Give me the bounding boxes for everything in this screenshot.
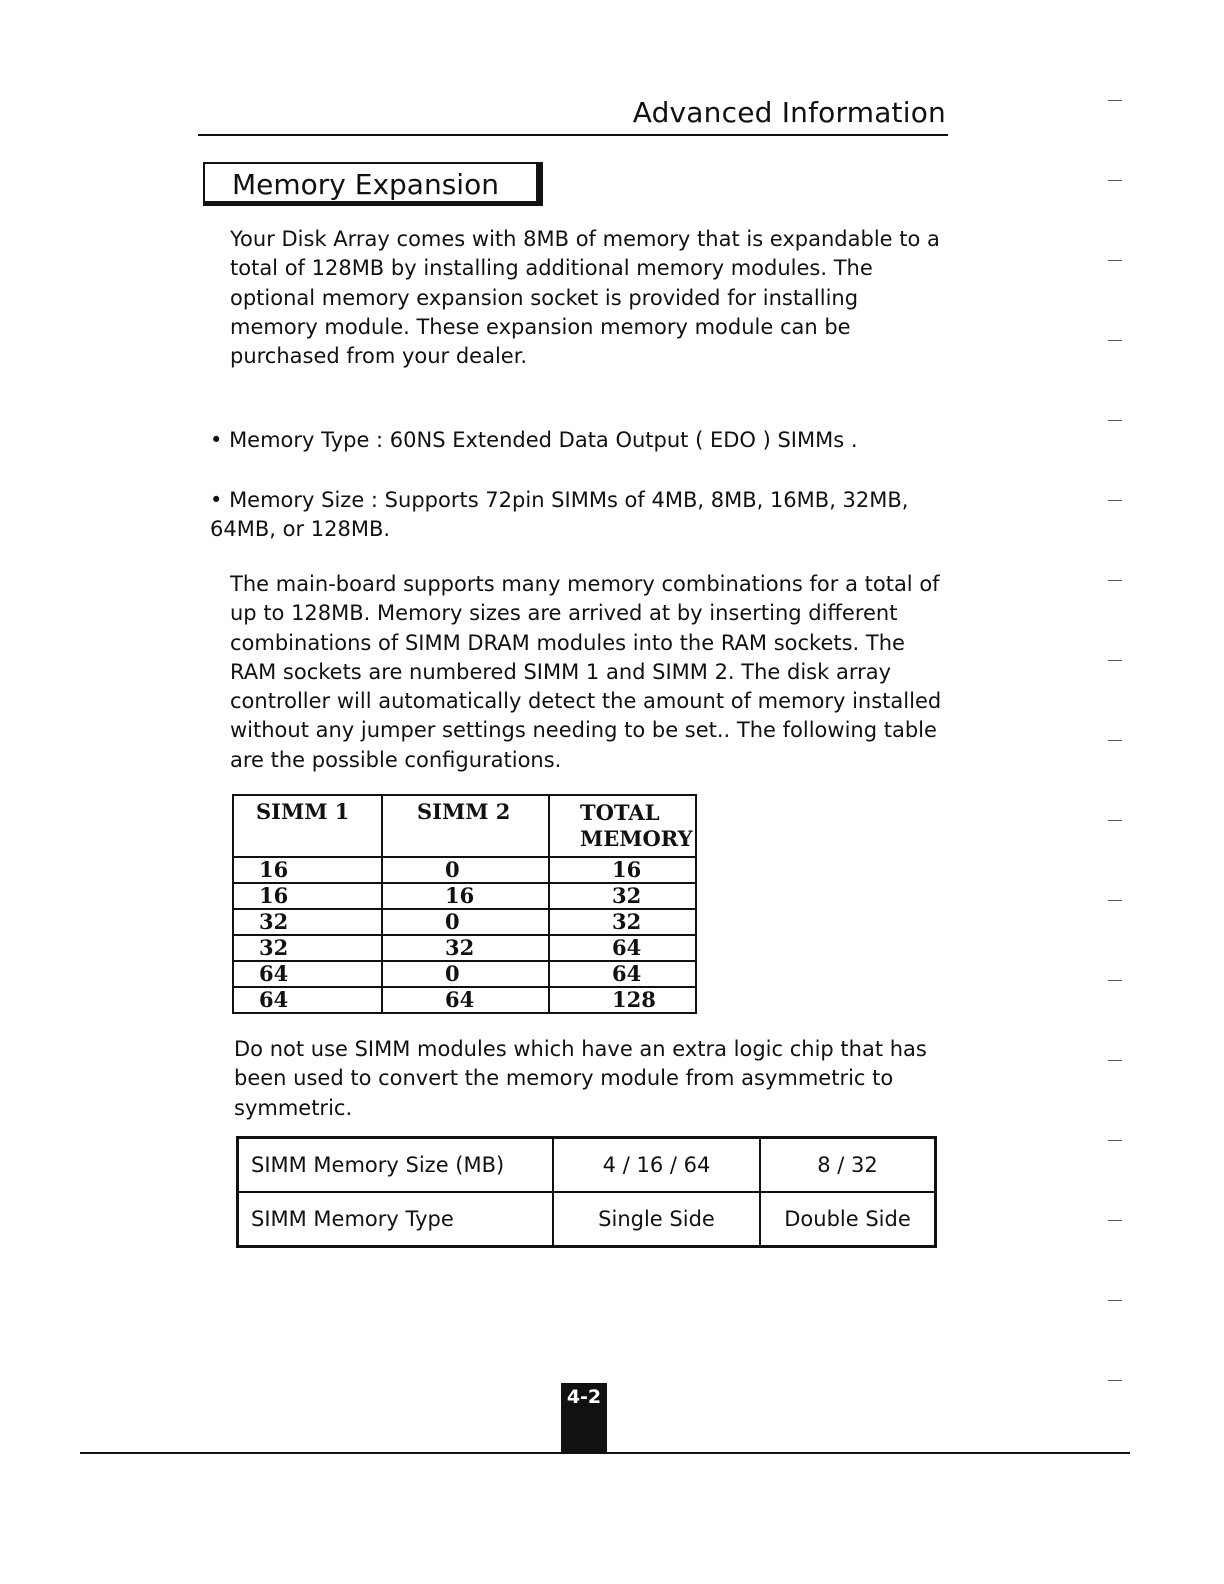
cell-simm2: 32	[382, 935, 549, 961]
margin-mark	[1108, 980, 1122, 981]
simm-type-table	[236, 1136, 937, 1248]
cell-simm1: 32	[233, 935, 382, 961]
margin-mark	[1108, 340, 1122, 341]
margin-mark	[1108, 500, 1122, 501]
margin-mark	[1108, 1380, 1122, 1381]
margin-mark	[1108, 1140, 1122, 1141]
table-row	[233, 909, 696, 935]
table-row	[233, 987, 696, 1013]
footer-divider	[80, 1452, 1130, 1454]
header-divider	[198, 134, 948, 136]
margin-mark	[1108, 740, 1122, 741]
table-row	[233, 883, 696, 909]
header-simm1: SIMM 1	[233, 795, 382, 857]
table-row	[233, 961, 696, 987]
bullet-memory-type	[210, 428, 858, 452]
margin-mark	[1108, 420, 1122, 421]
margin-mark	[1108, 900, 1122, 901]
cell-simm1: 64	[233, 987, 382, 1013]
cell-simm2: 16	[382, 883, 549, 909]
cell-simm2: 0	[382, 857, 549, 883]
bullet-memory-size	[210, 486, 950, 544]
table-row	[233, 935, 696, 961]
margin-mark	[1108, 1060, 1122, 1061]
header-total-memory: TOTAL MEMORY	[549, 795, 696, 857]
table-row	[233, 857, 696, 883]
margin-mark	[1108, 820, 1122, 821]
margin-mark	[1108, 100, 1122, 101]
section-title: Memory Expansion	[232, 168, 499, 201]
cell-simm2: 64	[382, 987, 549, 1013]
cell-total: 32	[549, 883, 696, 909]
cell-double-side-sizes: 8 / 32	[760, 1138, 936, 1193]
bullet-text: Memory Type : 60NS Extended Data Output ( EDO ) SIMMs .	[229, 428, 858, 452]
bullet-text: Memory Size : Supports 72pin SIMMs of 4MB, 8MB, 16MB, 32MB, 64MB, or 128MB.	[210, 488, 909, 541]
table-row	[238, 1192, 936, 1247]
cell-simm1: 32	[233, 909, 382, 935]
cell-simm1: 16	[233, 883, 382, 909]
cell-total: 64	[549, 935, 696, 961]
cell-total: 64	[549, 961, 696, 987]
margin-mark	[1108, 580, 1122, 581]
margin-mark	[1108, 1220, 1122, 1221]
memory-configuration-table	[232, 794, 697, 1014]
description-paragraph: The main-board supports many memory combinations for a total of up to 128MB. Memory sizes are arrived at by inserting different combinations of SIMM DRAM modules into the RAM sockets. The RAM sockets are numbered SIMM 1 and SIMM 2. The disk array controller will automatically detect the amount of memory installed without any jumper settings needing to be set.. The following table are the possible configurations.	[230, 572, 942, 772]
cell-single-side: Single Side	[553, 1192, 760, 1247]
margin-mark	[1108, 660, 1122, 661]
cell-single-side-sizes: 4 / 16 / 64	[553, 1138, 760, 1193]
bullet-icon: •	[210, 488, 230, 512]
table-header-row	[233, 795, 696, 857]
cell-total: 128	[549, 987, 696, 1013]
margin-mark	[1108, 1300, 1122, 1301]
margin-mark	[1108, 180, 1122, 181]
page-header-title: Advanced Information	[632, 96, 946, 129]
cell-simm2: 0	[382, 961, 549, 987]
intro-paragraph: Your Disk Array comes with 8MB of memory that is expandable to a total of 128MB by installing additional memory modules. The optional memory expansion socket is provided for installing memory module. These expansion memory module can be purchased from your dealer.	[230, 227, 940, 369]
page-number: 4-2	[561, 1383, 607, 1453]
row-label: SIMM Memory Type	[238, 1192, 554, 1247]
table-row	[238, 1138, 936, 1193]
cell-simm1: 64	[233, 961, 382, 987]
cell-simm1: 16	[233, 857, 382, 883]
margin-mark	[1108, 260, 1122, 261]
cell-total: 32	[549, 909, 696, 935]
cell-double-side: Double Side	[760, 1192, 936, 1247]
row-label: SIMM Memory Size (MB)	[238, 1138, 554, 1193]
cell-total: 16	[549, 857, 696, 883]
bullet-icon: •	[210, 428, 230, 452]
warning-paragraph: Do not use SIMM modules which have an extra logic chip that has been used to convert the memory module from asymmetric to symmetric.	[234, 1037, 927, 1120]
cell-simm2: 0	[382, 909, 549, 935]
header-simm2: SIMM 2	[382, 795, 549, 857]
